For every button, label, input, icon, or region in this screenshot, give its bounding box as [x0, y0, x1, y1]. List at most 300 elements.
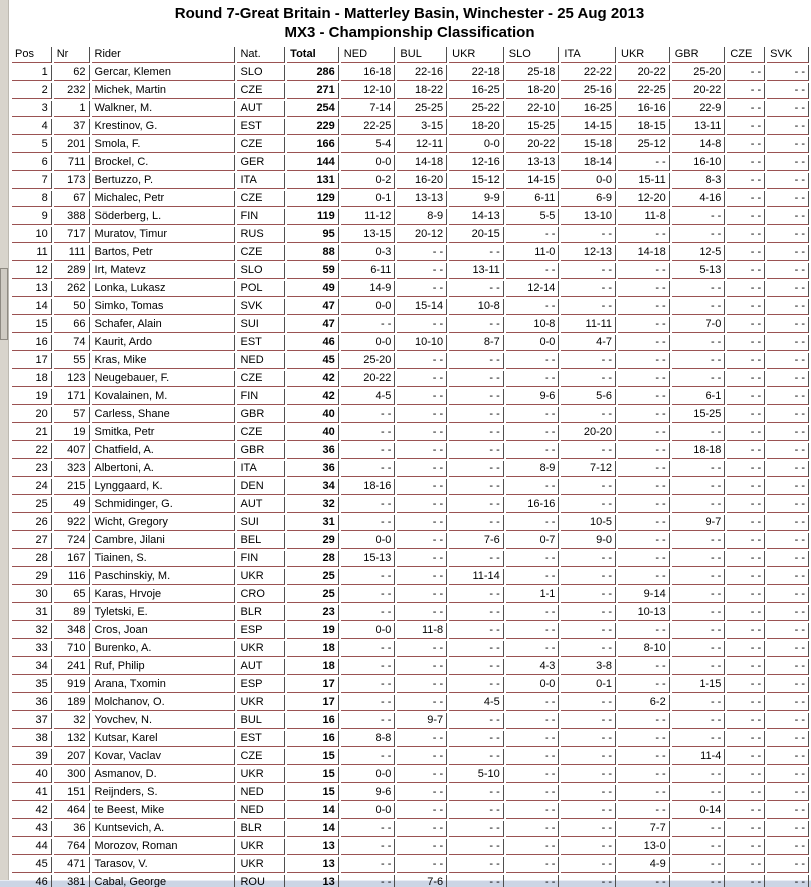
- cell-ita: 10-5: [561, 515, 616, 531]
- cell-nat: EST: [237, 731, 285, 747]
- cell-pos: 32: [12, 623, 52, 639]
- column-header-cze: CZE: [727, 47, 765, 63]
- cell-nr: 262: [54, 281, 90, 297]
- cell-bul: - -: [397, 353, 447, 369]
- cell-nr: 19: [54, 425, 90, 441]
- cell-nr: 717: [54, 227, 90, 243]
- cell-nr: 123: [54, 371, 90, 387]
- cell-bul: - -: [397, 533, 447, 549]
- cell-gbr: 4-16: [672, 191, 726, 207]
- cell-ukr1: - -: [449, 785, 504, 801]
- cell-pos: 25: [12, 497, 52, 513]
- cell-svk: - -: [767, 479, 809, 495]
- cell-nr: 167: [54, 551, 90, 567]
- cell-bul: - -: [397, 695, 447, 711]
- cell-cze: - -: [727, 353, 765, 369]
- cell-gbr: - -: [672, 641, 726, 657]
- cell-rider: Neugebauer, F.: [92, 371, 236, 387]
- cell-ukr1: - -: [449, 515, 504, 531]
- cell-ned: 0-0: [341, 533, 396, 549]
- cell-ukr1: 7-6: [449, 533, 504, 549]
- cell-cze: - -: [727, 335, 765, 351]
- cell-pos: 31: [12, 605, 52, 621]
- cell-ukr1: - -: [449, 875, 504, 887]
- cell-gbr: - -: [672, 425, 726, 441]
- cell-ukr1: 0-0: [449, 137, 504, 153]
- cell-nr: 37: [54, 119, 90, 135]
- cell-nat: RUS: [237, 227, 285, 243]
- cell-slo: 1-1: [506, 587, 560, 603]
- cell-ukr1: - -: [449, 389, 504, 405]
- cell-gbr: 14-8: [672, 137, 726, 153]
- cell-cze: - -: [727, 569, 765, 585]
- cell-nat: NED: [237, 353, 285, 369]
- cell-nat: POL: [237, 281, 285, 297]
- cell-cze: - -: [727, 317, 765, 333]
- cell-slo: 0-0: [506, 677, 560, 693]
- cell-slo: 25-18: [506, 65, 560, 81]
- cell-ukr2: - -: [618, 623, 670, 639]
- cell-gbr: - -: [672, 371, 726, 387]
- cell-nr: 348: [54, 623, 90, 639]
- cell-pos: 46: [12, 875, 52, 887]
- cell-ukr1: 25-22: [449, 101, 504, 117]
- cell-ukr2: - -: [618, 533, 670, 549]
- cell-ukr2: - -: [618, 389, 670, 405]
- cell-ita: 15-18: [561, 137, 616, 153]
- cell-slo: - -: [506, 713, 560, 729]
- cell-rider: Tyletski, E.: [92, 605, 236, 621]
- cell-gbr: - -: [672, 785, 726, 801]
- cell-gbr: 25-20: [672, 65, 726, 81]
- cell-nr: 65: [54, 587, 90, 603]
- cell-svk: - -: [767, 551, 809, 567]
- cell-slo: - -: [506, 263, 560, 279]
- cell-gbr: 1-15: [672, 677, 726, 693]
- cell-rider: Brockel, C.: [92, 155, 236, 171]
- cell-svk: - -: [767, 389, 809, 405]
- cell-nat: NED: [237, 785, 285, 801]
- cell-svk: - -: [767, 209, 809, 225]
- cell-rider: Ruf, Philip: [92, 659, 236, 675]
- cell-svk: - -: [767, 335, 809, 351]
- cell-ukr1: - -: [449, 731, 504, 747]
- cell-ita: 9-0: [561, 533, 616, 549]
- cell-slo: - -: [506, 839, 560, 855]
- cell-total: 23: [287, 605, 339, 621]
- cell-ita: - -: [561, 497, 616, 513]
- cell-nr: 289: [54, 263, 90, 279]
- cell-bul: - -: [397, 497, 447, 513]
- cell-ita: 16-25: [561, 101, 616, 117]
- cell-nat: ITA: [237, 173, 285, 189]
- cell-rider: Smitka, Petr: [92, 425, 236, 441]
- cell-bul: - -: [397, 569, 447, 585]
- cell-svk: - -: [767, 461, 809, 477]
- cell-slo: 0-7: [506, 533, 560, 549]
- cell-svk: - -: [767, 263, 809, 279]
- cell-ita: 0-1: [561, 677, 616, 693]
- table-row: [12, 227, 809, 243]
- cell-svk: - -: [767, 119, 809, 135]
- cell-nr: 300: [54, 767, 90, 783]
- cell-pos: 5: [12, 137, 52, 153]
- cell-rider: Michalec, Petr: [92, 191, 236, 207]
- cell-total: 28: [287, 551, 339, 567]
- cell-ned: 25-20: [341, 353, 396, 369]
- cell-nat: FIN: [237, 209, 285, 225]
- cell-pos: 44: [12, 839, 52, 855]
- cell-cze: - -: [727, 497, 765, 513]
- cell-ukr2: 4-9: [618, 857, 670, 873]
- cell-slo: 18-20: [506, 83, 560, 99]
- scrollbar-thumb[interactable]: [0, 268, 8, 340]
- cell-bul: 25-25: [397, 101, 447, 117]
- cell-nr: 32: [54, 713, 90, 729]
- cell-svk: - -: [767, 839, 809, 855]
- cell-slo: - -: [506, 785, 560, 801]
- cell-ukr1: 15-12: [449, 173, 504, 189]
- cell-total: 31: [287, 515, 339, 531]
- cell-cze: - -: [727, 155, 765, 171]
- cell-rider: Wicht, Gregory: [92, 515, 236, 531]
- table-row: [12, 623, 809, 639]
- cell-rider: Muratov, Timur: [92, 227, 236, 243]
- cell-ukr1: - -: [449, 821, 504, 837]
- cell-gbr: - -: [672, 605, 726, 621]
- cell-ned: 14-9: [341, 281, 396, 297]
- cell-ukr2: - -: [618, 875, 670, 887]
- cell-rider: Simko, Tomas: [92, 299, 236, 315]
- cell-bul: 15-14: [397, 299, 447, 315]
- cell-ukr2: - -: [618, 731, 670, 747]
- cell-ned: 18-16: [341, 479, 396, 495]
- cell-ukr1: - -: [449, 245, 504, 261]
- cell-cze: - -: [727, 587, 765, 603]
- cell-bul: - -: [397, 749, 447, 765]
- cell-rider: Asmanov, D.: [92, 767, 236, 783]
- cell-ukr1: 16-25: [449, 83, 504, 99]
- cell-total: 15: [287, 785, 339, 801]
- cell-ita: - -: [561, 569, 616, 585]
- cell-pos: 30: [12, 587, 52, 603]
- cell-ita: - -: [561, 407, 616, 423]
- cell-svk: - -: [767, 173, 809, 189]
- cell-svk: - -: [767, 155, 809, 171]
- content-area: [8, 0, 811, 887]
- cell-nat: UKR: [237, 569, 285, 585]
- cell-cze: - -: [727, 83, 765, 99]
- cell-rider: Tiainen, S.: [92, 551, 236, 567]
- cell-gbr: 6-1: [672, 389, 726, 405]
- column-header-nr: Nr: [54, 47, 90, 63]
- table-row: [12, 605, 809, 621]
- cell-cze: - -: [727, 227, 765, 243]
- table-row: [12, 569, 809, 585]
- cell-pos: 43: [12, 821, 52, 837]
- cell-gbr: - -: [672, 713, 726, 729]
- cell-gbr: 18-18: [672, 443, 726, 459]
- table-row: [12, 875, 809, 887]
- cell-ned: - -: [341, 587, 396, 603]
- cell-ukr2: 6-2: [618, 695, 670, 711]
- cell-slo: 5-5: [506, 209, 560, 225]
- cell-bul: - -: [397, 659, 447, 675]
- cell-rider: Arana, Txomin: [92, 677, 236, 693]
- cell-nat: NED: [237, 803, 285, 819]
- cell-pos: 42: [12, 803, 52, 819]
- cell-nat: SLO: [237, 263, 285, 279]
- cell-ukr1: - -: [449, 623, 504, 639]
- cell-nat: SVK: [237, 299, 285, 315]
- cell-nr: 50: [54, 299, 90, 315]
- table-row: [12, 137, 809, 153]
- cell-total: 19: [287, 623, 339, 639]
- cell-ukr1: - -: [449, 425, 504, 441]
- cell-ukr2: - -: [618, 353, 670, 369]
- cell-slo: - -: [506, 569, 560, 585]
- cell-ita: - -: [561, 605, 616, 621]
- cell-ukr2: - -: [618, 479, 670, 495]
- cell-nat: GBR: [237, 443, 285, 459]
- table-row: [12, 245, 809, 261]
- cell-cze: - -: [727, 443, 765, 459]
- cell-total: 18: [287, 641, 339, 657]
- cell-ita: - -: [561, 299, 616, 315]
- table-row: [12, 551, 809, 567]
- cell-svk: - -: [767, 83, 809, 99]
- cell-slo: - -: [506, 425, 560, 441]
- cell-cze: - -: [727, 677, 765, 693]
- table-row: [12, 857, 809, 873]
- cell-ned: 12-10: [341, 83, 396, 99]
- cell-ned: 15-13: [341, 551, 396, 567]
- cell-gbr: 9-7: [672, 515, 726, 531]
- cell-ukr2: 9-14: [618, 587, 670, 603]
- cell-ukr2: 16-16: [618, 101, 670, 117]
- cell-rider: Carless, Shane: [92, 407, 236, 423]
- cell-cze: - -: [727, 209, 765, 225]
- cell-total: 59: [287, 263, 339, 279]
- cell-slo: 6-11: [506, 191, 560, 207]
- cell-ita: - -: [561, 281, 616, 297]
- cell-nat: UKR: [237, 695, 285, 711]
- cell-gbr: - -: [672, 839, 726, 855]
- cell-bul: 7-6: [397, 875, 447, 887]
- cell-cze: - -: [727, 263, 765, 279]
- cell-gbr: - -: [672, 623, 726, 639]
- cell-svk: - -: [767, 245, 809, 261]
- cell-slo: - -: [506, 875, 560, 887]
- cell-ned: - -: [341, 821, 396, 837]
- cell-nr: 710: [54, 641, 90, 657]
- cell-nat: CRO: [237, 587, 285, 603]
- cell-cze: - -: [727, 119, 765, 135]
- cell-bul: 20-12: [397, 227, 447, 243]
- cell-rider: Kovalainen, M.: [92, 389, 236, 405]
- cell-total: 42: [287, 389, 339, 405]
- cell-slo: 16-16: [506, 497, 560, 513]
- cell-total: 45: [287, 353, 339, 369]
- cell-nr: 232: [54, 83, 90, 99]
- cell-nat: BLR: [237, 821, 285, 837]
- table-row: [12, 317, 809, 333]
- cell-cze: - -: [727, 731, 765, 747]
- cell-total: 36: [287, 461, 339, 477]
- cell-pos: 26: [12, 515, 52, 531]
- cell-rider: Kuntsevich, A.: [92, 821, 236, 837]
- cell-nr: 55: [54, 353, 90, 369]
- cell-nr: 74: [54, 335, 90, 351]
- cell-ukr1: - -: [449, 461, 504, 477]
- cell-ukr2: - -: [618, 551, 670, 567]
- table-row: [12, 587, 809, 603]
- cell-gbr: - -: [672, 479, 726, 495]
- cell-slo: - -: [506, 515, 560, 531]
- cell-svk: - -: [767, 443, 809, 459]
- cell-slo: - -: [506, 407, 560, 423]
- cell-nat: CZE: [237, 137, 285, 153]
- cell-gbr: - -: [672, 461, 726, 477]
- table-row: [12, 407, 809, 423]
- table-row: [12, 713, 809, 729]
- cell-total: 40: [287, 425, 339, 441]
- cell-slo: - -: [506, 821, 560, 837]
- cell-svk: - -: [767, 299, 809, 315]
- cell-ita: 25-16: [561, 83, 616, 99]
- cell-nr: 36: [54, 821, 90, 837]
- cell-bul: 11-8: [397, 623, 447, 639]
- cell-ned: - -: [341, 695, 396, 711]
- cell-ned: - -: [341, 569, 396, 585]
- cell-ukr2: - -: [618, 425, 670, 441]
- cell-cze: - -: [727, 245, 765, 261]
- cell-ukr1: - -: [449, 353, 504, 369]
- cell-slo: - -: [506, 353, 560, 369]
- cell-bul: 16-20: [397, 173, 447, 189]
- cell-bul: 8-9: [397, 209, 447, 225]
- cell-rider: Cabal, George: [92, 875, 236, 887]
- cell-gbr: 13-11: [672, 119, 726, 135]
- cell-ned: 20-22: [341, 371, 396, 387]
- cell-slo: - -: [506, 605, 560, 621]
- cell-ned: - -: [341, 515, 396, 531]
- cell-cze: - -: [727, 461, 765, 477]
- cell-slo: 4-3: [506, 659, 560, 675]
- cell-total: 14: [287, 821, 339, 837]
- cell-total: 40: [287, 407, 339, 423]
- cell-pos: 27: [12, 533, 52, 549]
- table-row: [12, 479, 809, 495]
- cell-rider: Michek, Martin: [92, 83, 236, 99]
- cell-bul: - -: [397, 317, 447, 333]
- cell-nat: AUT: [237, 497, 285, 513]
- cell-ukr1: 13-11: [449, 263, 504, 279]
- cell-ita: 0-0: [561, 173, 616, 189]
- cell-bul: - -: [397, 677, 447, 693]
- cell-slo: 13-13: [506, 155, 560, 171]
- cell-cze: - -: [727, 785, 765, 801]
- cell-bul: 14-18: [397, 155, 447, 171]
- cell-rider: Lonka, Lukasz: [92, 281, 236, 297]
- cell-ita: 12-13: [561, 245, 616, 261]
- cell-slo: 11-0: [506, 245, 560, 261]
- cell-pos: 33: [12, 641, 52, 657]
- cell-svk: - -: [767, 407, 809, 423]
- cell-ned: 22-25: [341, 119, 396, 135]
- cell-total: 49: [287, 281, 339, 297]
- cell-rider: Burenko, A.: [92, 641, 236, 657]
- cell-pos: 21: [12, 425, 52, 441]
- cell-bul: - -: [397, 551, 447, 567]
- cell-gbr: 5-13: [672, 263, 726, 279]
- cell-cze: - -: [727, 299, 765, 315]
- cell-ukr1: - -: [449, 443, 504, 459]
- cell-ukr1: - -: [449, 641, 504, 657]
- cell-total: 271: [287, 83, 339, 99]
- cell-ita: 18-14: [561, 155, 616, 171]
- cell-nat: UKR: [237, 641, 285, 657]
- table-row: [12, 731, 809, 747]
- cell-pos: 39: [12, 749, 52, 765]
- cell-slo: - -: [506, 299, 560, 315]
- cell-slo: - -: [506, 641, 560, 657]
- cell-ned: - -: [341, 317, 396, 333]
- cell-ukr2: - -: [618, 767, 670, 783]
- cell-nr: 171: [54, 389, 90, 405]
- cell-rider: Kutsar, Karel: [92, 731, 236, 747]
- cell-pos: 8: [12, 191, 52, 207]
- cell-nr: 201: [54, 137, 90, 153]
- table-row: [12, 263, 809, 279]
- cell-ita: - -: [561, 641, 616, 657]
- cell-ned: 7-14: [341, 101, 396, 117]
- cell-pos: 24: [12, 479, 52, 495]
- cell-gbr: 11-4: [672, 749, 726, 765]
- cell-rider: Kaurit, Ardo: [92, 335, 236, 351]
- cell-ita: - -: [561, 587, 616, 603]
- cell-ita: - -: [561, 857, 616, 873]
- cell-ita: - -: [561, 839, 616, 855]
- cell-nr: 922: [54, 515, 90, 531]
- cell-nat: EST: [237, 119, 285, 135]
- cell-ukr1: 12-16: [449, 155, 504, 171]
- cell-ned: 0-3: [341, 245, 396, 261]
- table-row: [12, 785, 809, 801]
- cell-bul: - -: [397, 245, 447, 261]
- cell-nr: 471: [54, 857, 90, 873]
- page-title: Round 7-Great Britain - Matterley Basin, Winchester - 25 Aug 2013: [174, 5, 645, 22]
- cell-slo: - -: [506, 803, 560, 819]
- cell-cze: - -: [727, 191, 765, 207]
- cell-slo: - -: [506, 749, 560, 765]
- cell-ita: 7-12: [561, 461, 616, 477]
- cell-cze: - -: [727, 749, 765, 765]
- cell-nat: SUI: [237, 515, 285, 531]
- cell-ned: 4-5: [341, 389, 396, 405]
- cell-svk: - -: [767, 749, 809, 765]
- table-row: [12, 659, 809, 675]
- cell-cze: - -: [727, 407, 765, 423]
- cell-ukr2: 18-15: [618, 119, 670, 135]
- cell-gbr: 8-3: [672, 173, 726, 189]
- cell-total: 42: [287, 371, 339, 387]
- cell-svk: - -: [767, 191, 809, 207]
- cell-nr: 241: [54, 659, 90, 675]
- cell-bul: 18-22: [397, 83, 447, 99]
- cell-ukr1: 14-13: [449, 209, 504, 225]
- cell-ukr1: 4-5: [449, 695, 504, 711]
